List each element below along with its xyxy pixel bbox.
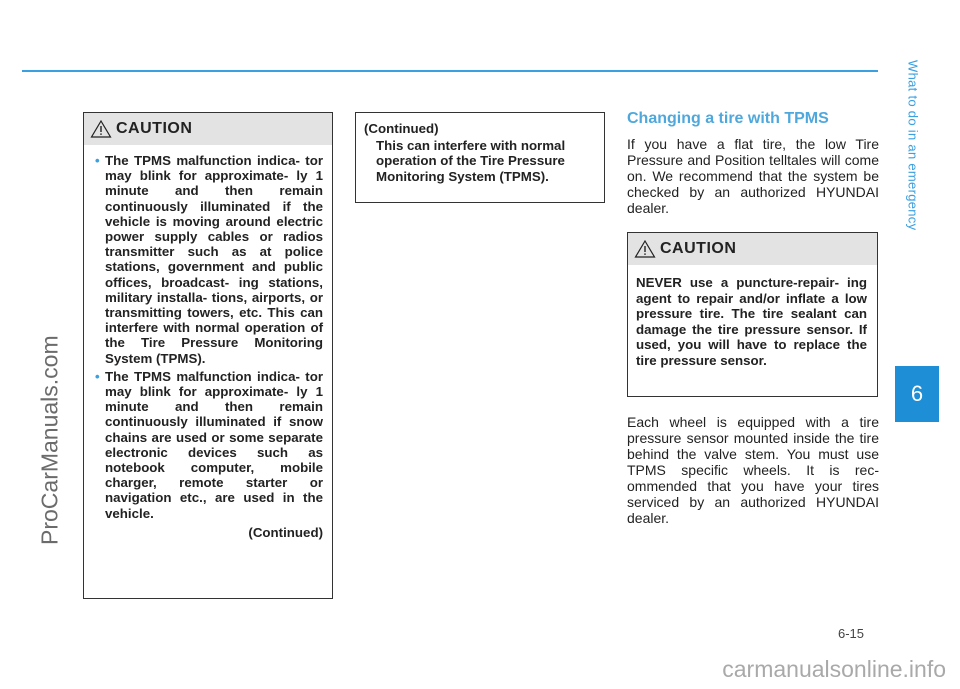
- page-number: 6-15: [838, 626, 865, 641]
- continued-body: [356, 113, 604, 192]
- section-heading: Changing a tire with TPMS: [627, 110, 829, 127]
- caution-bullet: • The TPMS malfunction indica- tor may blink for approximate- ly 1 minute and then remain continuously illuminated if snow chains are used or some separate electronic devices such as notebook computer, mobile charger, remote starter or navigation etc., are used in the vehicle.: [95, 368, 323, 521]
- chapter-side-title: What to do in an emergency: [905, 60, 921, 231]
- watermark-left: ProCarManuals.com: [36, 335, 63, 545]
- warning-triangle-icon: [90, 119, 112, 139]
- middle-continued-box: [355, 112, 605, 203]
- continued-heading: (Continued): [364, 121, 439, 136]
- caution-body: [84, 145, 332, 548]
- caution-bullet: • The TPMS malfunction indica- tor may blink for approximate- ly 1 minute and then remain continuously illuminated if the vehicle is moving around electric power supply cables or radios transmitter such as at police stations, government and public offices, broadcast- ing stations, military installa- tions, airports, or transmitting towers, etc. This can interfere with normal operation of the Tire Pressure Monitoring System (TPMS).: [95, 153, 323, 366]
- caution-body: NEVER use a puncture-repair- ing agent to repair and/or inflate a low pressure tire. The tire sealant can damage the tire pressure sensor. If used, you will have to replace the tire pressure sensor.: [636, 275, 867, 368]
- caution-header: [628, 233, 877, 265]
- caution-label: CAUTION: [660, 240, 737, 257]
- left-caution-box: [83, 112, 333, 599]
- chapter-tab: 6: [895, 366, 939, 422]
- watermark-bottom: carmanualsonline.info: [722, 656, 946, 682]
- bullet-dot-icon: •: [95, 153, 100, 168]
- warning-triangle-icon: [634, 239, 656, 259]
- continued-label: (Continued): [248, 524, 323, 540]
- caution-header: [84, 113, 332, 145]
- intro-paragraph: If you have a flat tire, the low Tire Pressure and Position telltales will come on. We recommend that the system be checked by an authorized HYUNDAI dealer.: [627, 136, 879, 216]
- right-caution-box: [627, 232, 878, 397]
- outro-paragraph: Each wheel is equipped with a tire pressure sensor mounted inside the tire behind the valve stem. You must use TPMS specific wheels. It is rec- ommended that you have your tires serviced by an authorized HYUNDAI dealer.: [627, 414, 879, 526]
- bullet-dot-icon: •: [95, 368, 100, 384]
- top-rule: [22, 70, 878, 72]
- continued-text: This can interfere with normal operation of the Tire Pressure Monitoring System (TPMS).: [376, 138, 566, 184]
- caution-label: CAUTION: [116, 120, 193, 137]
